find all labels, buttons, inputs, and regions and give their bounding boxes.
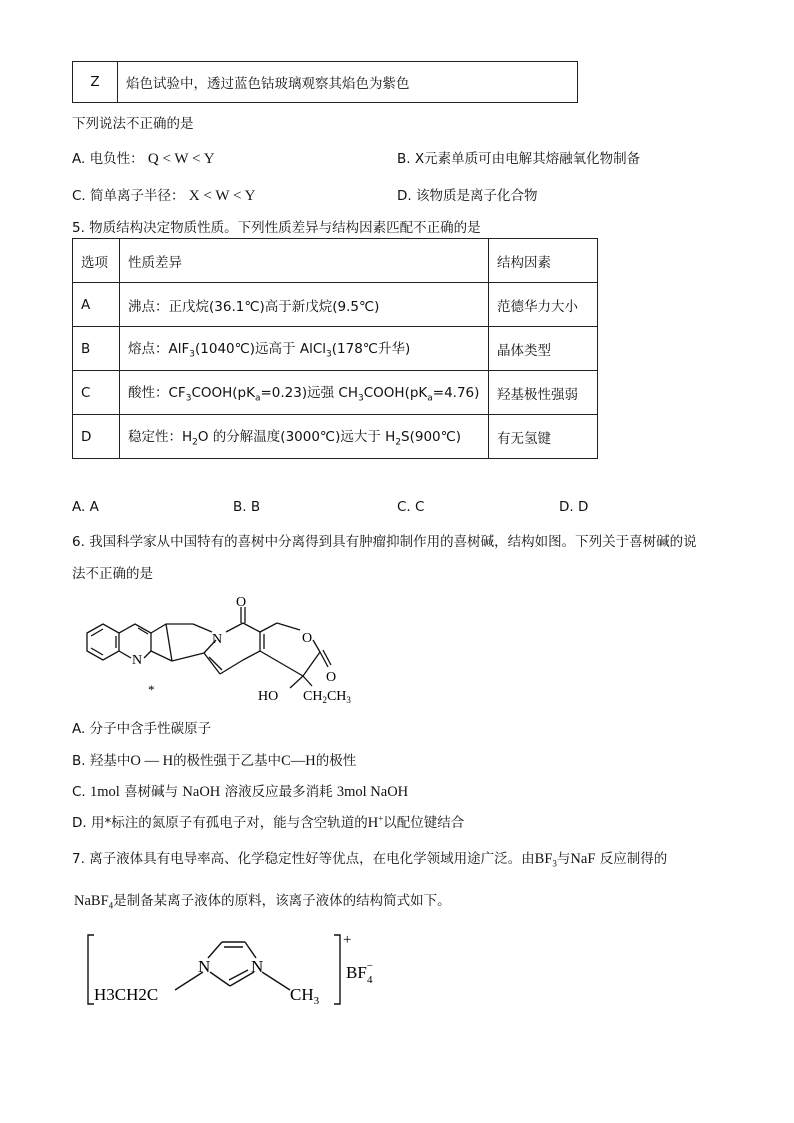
- q5-answer-c: C. C: [397, 499, 425, 515]
- svg-text:*: *: [148, 682, 155, 697]
- q6-option-c: C. 1mol 喜树碱与 NaOH 溶液反应最多消耗 3mol NaOH: [72, 784, 409, 800]
- q5-answer-a: A. A: [72, 499, 99, 515]
- q6-stem-line1: 6. 我国科学家从中国特有的喜树中分离得到具有肿瘤抑制作用的喜树碱，结构如图。下列关于喜树碱的说: [72, 534, 697, 550]
- ionic-liquid-structure: [80, 925, 400, 1010]
- table-row: C 酸性：$CF_3COOH(pK_a=0.23)$远强 $CH_3COOH(pK_a=4.76)$ 羟基极性强弱: [73, 371, 598, 415]
- q4-option-c: C. 简单离子半径： X < W < Y: [72, 188, 256, 204]
- q5-answer-d: D. D: [559, 499, 589, 515]
- svg-text:N: N: [198, 957, 211, 976]
- table-row: D 稳定性：$H_2O$ 的分解温度(3000℃)远大于 $H_2S(900℃)$ 有无氢键: [73, 415, 598, 459]
- property-b: 熔点：AlF$_3$(1040℃)远高于 AlCl$_3$(178℃升华): [120, 327, 489, 371]
- property-a: 沸点：正戊烷(36.1℃)高于新戊烷(9.5℃): [120, 283, 489, 327]
- q4-prompt: 下列说法不正确的是: [72, 116, 194, 132]
- svg-text:H3CH2C: H3CH2C: [94, 985, 159, 1004]
- property-d: 稳定性：$H_2O$ 的分解温度(3000℃)远大于 $H_2S(900℃)$: [120, 415, 489, 459]
- q4-option-b: B. X元素单质可由电解其熔融氧化物制备: [397, 151, 641, 167]
- svg-text:CH3: $CH_3$: [290, 985, 320, 1007]
- header-property: 性质差异: [120, 239, 489, 283]
- svg-text:BF−4: BF− 4: [346, 960, 374, 986]
- z-row-table: [72, 61, 578, 103]
- z-label: Z: [73, 62, 118, 103]
- q6-option-d: D. 用*标注的氮原子有孤电子对，能与含空轨道的H+以配位键结合: [72, 813, 465, 831]
- svg-text:N: N: [212, 632, 223, 647]
- q5-stem: 5. 物质结构决定物质性质。下列性质差异与结构因素匹配不正确的是: [72, 220, 481, 236]
- q5-table: [72, 238, 598, 459]
- q7-line1: 7. 离子液体具有电导率高、化学稳定性好等优点，在电化学领域用途广泛。由$BF_3$与NaF 反应制得的: [72, 851, 668, 869]
- q6-stem-line2: 法不正确的是: [72, 566, 153, 582]
- svg-text:O: O: [326, 670, 337, 685]
- q6-option-b: B. 羟基中O — H的极性强于乙基中C—H的极性: [72, 753, 357, 769]
- q5-answer-b: B. B: [233, 499, 261, 515]
- q6-option-a: A. 分子中含手性碳原子: [72, 721, 212, 737]
- table-row: B 熔点：AlF$_3$(1040℃)远高于 AlCl$_3$(178℃升华) 晶体类型: [73, 327, 598, 371]
- svg-text:O: O: [302, 631, 313, 646]
- camptothecin-structure: [75, 588, 375, 708]
- table-row: A 沸点：正戊烷(36.1℃)高于新戊烷(9.5℃) 范德华力大小: [73, 283, 598, 327]
- header-option: 选项: [73, 239, 120, 283]
- table-header-row: [73, 239, 598, 283]
- header-factor: 结构因素: [489, 239, 598, 283]
- svg-text:O: O: [236, 595, 247, 610]
- q4-option-a: A. 电负性： Q < W < Y: [72, 151, 215, 167]
- property-c: 酸性：$CF_3COOH(pK_a=0.23)$远强 $CH_3COOH(pK_a=4.76)$: [120, 371, 489, 415]
- z-text: 焰色试验中，透过蓝色钴玻璃观察其焰色为紫色: [118, 62, 578, 103]
- svg-text:N: N: [132, 653, 143, 668]
- svg-text:N: N: [251, 957, 264, 976]
- q4-option-d: D. 该物质是离子化合物: [397, 188, 538, 204]
- svg-text:HO: HO: [258, 689, 279, 704]
- svg-text:CH2CH3: $CH_2CH_3$: [303, 689, 351, 705]
- svg-text:+: +: [343, 932, 352, 948]
- q7-line2: NaBF$_4$是制备某离子液体的原料，该离子液体的结构简式如下。: [74, 893, 451, 911]
